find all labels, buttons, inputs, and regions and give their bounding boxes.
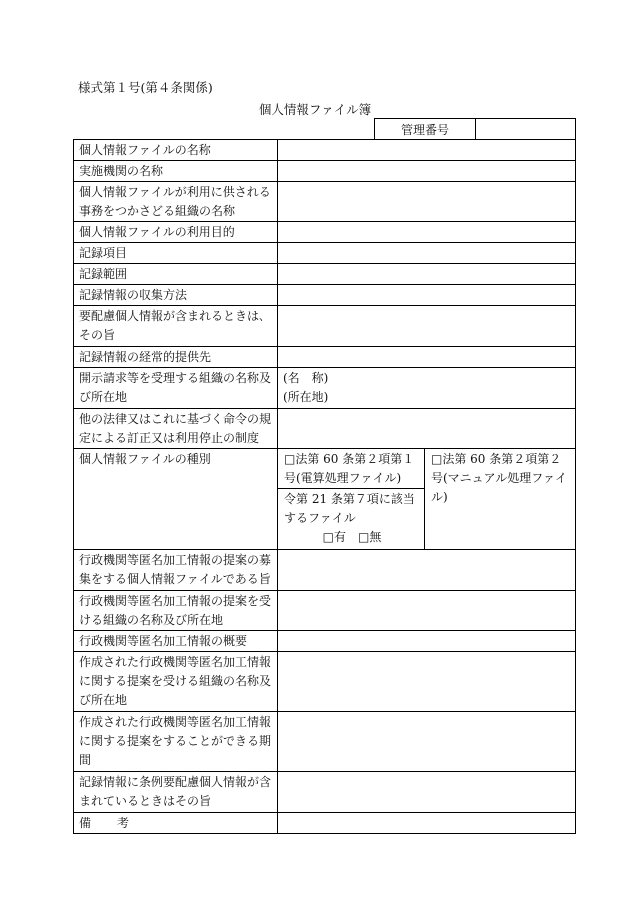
row-created-anonymized-period bbox=[74, 712, 576, 772]
field-record-items[interactable] bbox=[278, 243, 576, 264]
field-purpose[interactable] bbox=[278, 222, 576, 243]
row-record-scope bbox=[74, 264, 576, 285]
field-file-name[interactable] bbox=[278, 140, 576, 161]
row-organization bbox=[74, 182, 576, 222]
row-other-laws bbox=[74, 409, 576, 449]
field-anonymized-overview[interactable] bbox=[278, 631, 576, 652]
field-agency-name[interactable] bbox=[278, 161, 576, 182]
field-organization[interactable] bbox=[278, 182, 576, 222]
management-number-field[interactable] bbox=[476, 119, 576, 140]
label-anonymized-receiving-org: 行政機関等匿名加工情報の提案を受ける組織の名称及び所在地 bbox=[74, 591, 278, 631]
label-anonymized-solicit: 行政機関等匿名加工情報の提案の募集をする個人情報ファイルである旨 bbox=[74, 550, 278, 591]
field-ordinance-sensitive[interactable] bbox=[278, 772, 576, 813]
label-file-name: 個人情報ファイルの名称 bbox=[74, 140, 278, 161]
field-created-anonymized-org[interactable] bbox=[278, 652, 576, 712]
checkbox-yes[interactable]: □有 bbox=[322, 530, 346, 544]
field-sensitive-info[interactable] bbox=[278, 306, 576, 347]
form-number: 様式第１号(第４条関係) bbox=[78, 80, 213, 95]
row-file-type bbox=[74, 449, 576, 550]
disclosure-address-label: (所在地) bbox=[283, 390, 329, 404]
field-regular-recipients[interactable] bbox=[278, 347, 576, 368]
label-disclosure-org: 開示請求等を受理する組織の名称及び所在地 bbox=[74, 368, 278, 409]
management-number-box bbox=[374, 118, 576, 140]
field-disclosure-org[interactable] bbox=[278, 368, 576, 409]
label-record-scope: 記録範囲 bbox=[74, 264, 278, 285]
row-file-name bbox=[74, 140, 576, 161]
row-ordinance-sensitive bbox=[74, 772, 576, 813]
file-register-table bbox=[73, 139, 576, 834]
label-other-laws: 他の法律又はこれに基づく命令の規定による訂正又は利用停止の制度 bbox=[74, 409, 278, 449]
row-agency-name bbox=[74, 161, 576, 182]
row-anonymized-solicit bbox=[74, 550, 576, 591]
form-title: 個人情報ファイル簿 bbox=[258, 102, 372, 117]
field-record-scope[interactable] bbox=[278, 264, 576, 285]
label-collection-method: 記録情報の収集方法 bbox=[74, 285, 278, 306]
label-ordinance-sensitive: 記録情報に条例要配慮個人情報が含まれているときはその旨 bbox=[74, 772, 278, 813]
row-disclosure-org bbox=[74, 368, 576, 409]
field-other-laws[interactable] bbox=[278, 409, 576, 449]
row-anonymized-receiving-org bbox=[74, 591, 576, 631]
label-created-anonymized-period: 作成された行政機関等匿名加工情報に関する提案をすることができる期間 bbox=[74, 712, 278, 772]
label-record-items: 記録項目 bbox=[74, 243, 278, 264]
row-sensitive-info bbox=[74, 306, 576, 347]
checkbox-electronic-file[interactable]: □法第 60 条第２項第１号(電算処理ファイル) bbox=[278, 449, 424, 489]
field-created-anonymized-period[interactable] bbox=[278, 712, 576, 772]
ordinance-label: 令第 21 条第７項に該当するファイル bbox=[284, 492, 415, 525]
row-purpose bbox=[74, 222, 576, 243]
label-regular-recipients: 記録情報の経常的提供先 bbox=[74, 347, 278, 368]
row-remarks bbox=[74, 813, 576, 834]
checkbox-no[interactable]: □無 bbox=[358, 530, 382, 544]
disclosure-name-label: (名 称) bbox=[283, 371, 329, 385]
label-anonymized-overview: 行政機関等匿名加工情報の概要 bbox=[74, 631, 278, 652]
label-sensitive-info: 要配慮個人情報が含まれるときは､その旨 bbox=[74, 306, 278, 347]
field-anonymized-receiving-org[interactable] bbox=[278, 591, 576, 631]
row-anonymized-overview bbox=[74, 631, 576, 652]
field-collection-method[interactable] bbox=[278, 285, 576, 306]
row-collection-method bbox=[74, 285, 576, 306]
label-created-anonymized-org: 作成された行政機関等匿名加工情報に関する提案を受ける組織の名称及び所在地 bbox=[74, 652, 278, 712]
management-number-label: 管理番号 bbox=[375, 119, 476, 140]
row-record-items bbox=[74, 243, 576, 264]
label-organization: 個人情報ファイルが利用に供される事務をつかさどる組織の名称 bbox=[74, 182, 278, 222]
checkbox-manual-file[interactable]: □法第 60 条第２項第２号(マニュアル処理ファイル) bbox=[431, 452, 567, 504]
label-file-type: 個人情報ファイルの種別 bbox=[74, 449, 278, 550]
field-file-type bbox=[278, 449, 576, 550]
row-regular-recipients bbox=[74, 347, 576, 368]
label-agency-name: 実施機関の名称 bbox=[74, 161, 278, 182]
row-created-anonymized-org bbox=[74, 652, 576, 712]
label-purpose: 個人情報ファイルの利用目的 bbox=[74, 222, 278, 243]
field-remarks[interactable] bbox=[278, 813, 576, 834]
field-anonymized-solicit[interactable] bbox=[278, 550, 576, 591]
label-remarks: 備考 bbox=[79, 816, 156, 830]
